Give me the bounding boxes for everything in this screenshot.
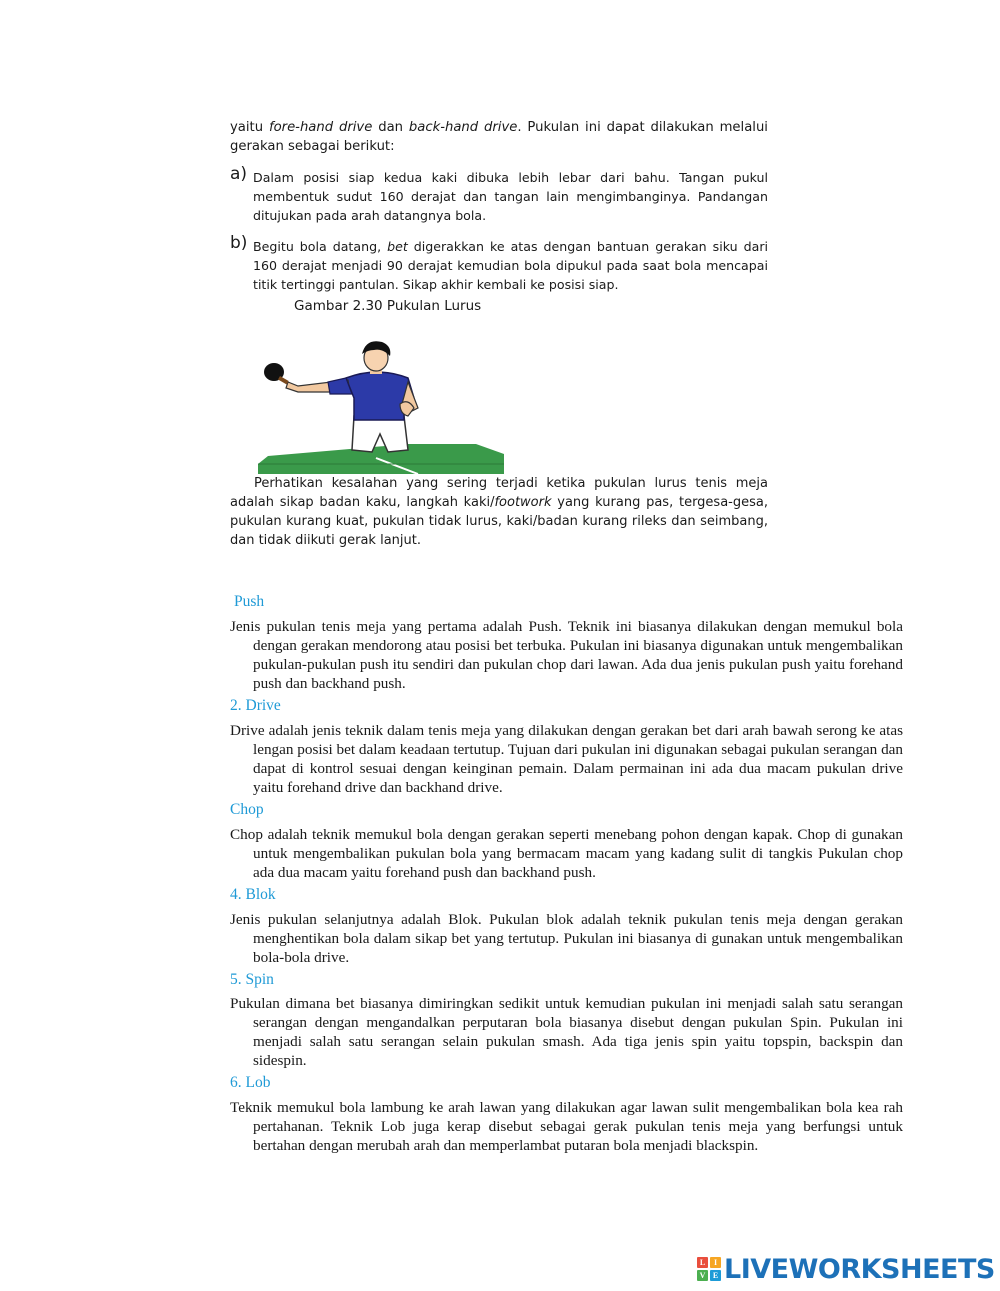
section-text-blok: Jenis pukulan selanjutnya adalah Blok. Pukulan blok adalah teknik pukulan tenis meja dengan gerakan menghentikan bola dalam sikap bet yang tertutup. Pukulan ini biasanya di gunakan untuk mengembalikan bola-bola drive. <box>230 911 903 966</box>
intro-term-backhand: back-hand drive <box>408 120 518 135</box>
note-text: yang kurang pas, tergesa-gesa, pukulan kurang kuat, pukulan tidak lurus, kaki/badan kurang rileks dan seimbang, dan tidak diikuti gerak lanjut. <box>230 495 768 548</box>
intro-text: . Pukulan ini dapat dilakukan melalui gerakan sebagai berikut: <box>230 120 768 154</box>
step-marker: b) <box>230 233 248 253</box>
liveworksheets-logo <box>697 1252 995 1286</box>
error-note-paragraph <box>230 474 768 550</box>
section-text-push: Jenis pukulan tenis meja yang pertama adalah Push. Teknik ini biasanya dilakukan dengan memukul bola dengan gerakan mendorong atau posisi bet terbuka. Pukulan ini biasanya digunakan untuk mengembalikan pukulan-pukulan push itu sendiri dan pukulan chop dari lawan. Ada dua jenis pukulan push yaitu forehand push dan backhand push. <box>230 618 903 692</box>
section-heading-lob: 6. Lob <box>230 1074 271 1091</box>
section-text-lob: Teknik memukul bola lambung ke arah lawan yang dilakukan agar lawan sulit mengembalikan bola kea rah pertahanan. Teknik Lob juga kerap disebut sebagai gerak pukulan tenis meja yang berfungsi untuk bertahan dengan merubah arah dan memperlambat putaran bola menjadi blackspin. <box>230 1099 903 1154</box>
section-text-spin: Pukulan dimana bet biasanya dimiringkan sedikit untuk kemudian pukulan ini menjadi salah satu serangan serangan dengan mengandalkan perputaran bola biasanya disebut dengan pukulan Spin. Pukulan ini menjadi salah satu serangan selain pukulan smash. Ada tiga jenis spin yaitu topspin, backspin dan sidespin. <box>230 995 903 1069</box>
logo-block: E <box>710 1270 721 1281</box>
logo-text: LIVEWORKSHEETS <box>724 1253 995 1285</box>
section-heading-spin: 5. Spin <box>230 971 274 988</box>
step-text: Dalam posisi siap kedua kaki dibuka lebih lebar dari bahu. Tangan pukul membentuk sudut 160 derajat dan tangan lain mengimbanginya. Pandangan ditujukan pada arah datangnya bola. <box>253 170 768 223</box>
intro-text: dan <box>372 120 409 135</box>
paddle-handle <box>278 376 289 384</box>
step-item-a <box>230 164 768 225</box>
step-text <box>253 237 768 294</box>
section-text-chop: Chop adalah teknik memukul bola dengan gerakan seperti menebang pohon dengan kapak. Chop di gunakan untuk mengembalikan pukulan bola yang bermacam macam yang kadang sulit di tangkis Pukulan chop ada dua macam yaitu forehand push dan backhand push. <box>230 826 903 881</box>
intro-text: yaitu <box>230 120 269 135</box>
logo-blocks-icon <box>697 1257 721 1281</box>
step-marker: a) <box>230 164 248 184</box>
note-text: Perhatikan kesalahan yang sering terjadi ketika pukulan lurus tenis meja adalah sikap badan kaku, langkah kaki/ <box>230 476 768 510</box>
figure-caption: Gambar 2.30 Pukulan Lurus <box>294 298 482 314</box>
section-heading-chop: Chop <box>230 801 264 818</box>
intro-paragraph <box>230 118 768 156</box>
section-heading-drive: 2. Drive <box>230 697 281 714</box>
logo-block: V <box>697 1270 708 1281</box>
step-text-part: Begitu bola datang, <box>253 239 388 254</box>
step-item-b <box>230 233 768 294</box>
table-tennis-player-illustration <box>258 338 506 474</box>
section-text-drive: Drive adalah jenis teknik dalam tenis meja yang dilakukan dengan gerakan bet dari arah bawah serong ke atas lengan posisi bet dalam keadaan tertutup. Tujuan dari pukulan ini digunakan sebagai pukulan serangan dan dapat di kontrol sesuai dengan keinginan pemain. Dalam permainan ini ada dua macam pukulan drive yaitu forehand drive dan backhand drive. <box>230 722 903 796</box>
step-text-part: digerakkan ke atas dengan bantuan gerakan siku dari 160 derajat menjadi 90 derajat kemudian bola dipukul pada saat bola mencapai titik tertinggi pantulan. Sikap akhir kembali ke posisi siap. <box>253 239 768 292</box>
note-term-footwork: footwork <box>494 495 552 510</box>
intro-term-forehand: fore-hand drive <box>268 120 373 135</box>
logo-block: I <box>710 1257 721 1268</box>
logo-block: L <box>697 1257 708 1268</box>
section-heading-blok: 4. Blok <box>230 886 276 903</box>
step-term-bet: bet <box>387 239 408 254</box>
section-heading-push: Push <box>234 593 265 610</box>
